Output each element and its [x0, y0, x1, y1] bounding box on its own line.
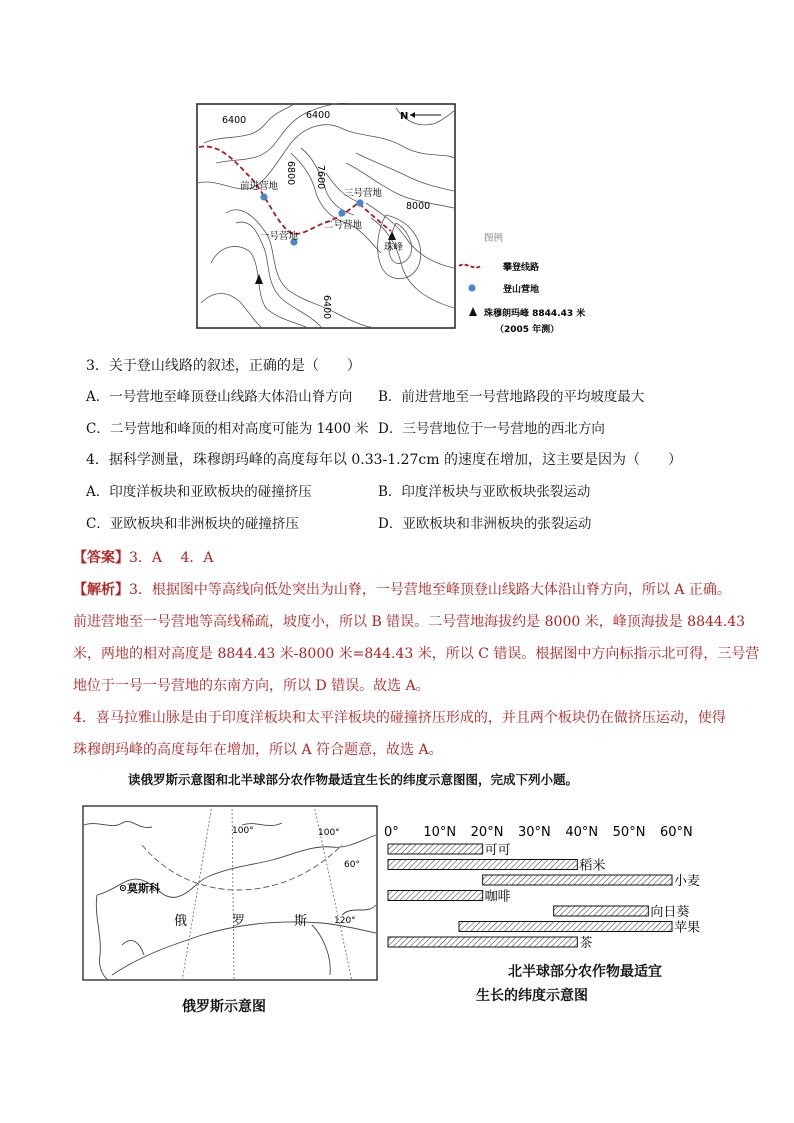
- chart-bar: [388, 937, 577, 947]
- contour-6400-c: 6400: [321, 295, 332, 320]
- russia-name-1: 俄: [174, 914, 188, 929]
- chart-bar: [388, 860, 577, 870]
- legend-route: 攀登线路: [503, 263, 540, 273]
- parallel-60: 60°: [344, 860, 360, 870]
- peak-label: 珠峰: [384, 242, 404, 253]
- chart-title-line-1: 北半球部分农作物最适宜: [508, 964, 662, 980]
- russia-name-2: 罗: [232, 914, 246, 929]
- q4-option-c: C．亚欧板块和非洲板块的碰撞挤压: [86, 516, 299, 532]
- chart-x-tick: 30°N: [518, 825, 551, 840]
- camp2-marker: [338, 209, 345, 216]
- q3-option-d: D．三号营地位于一号营地的西北方向: [378, 421, 605, 437]
- north-label: N: [400, 111, 409, 122]
- contour-6800: 6800: [285, 161, 296, 186]
- forward-camp-marker: [260, 193, 267, 200]
- meridian-100-a: 100°: [232, 826, 254, 836]
- answer-line: [73, 542, 214, 574]
- analysis-line-3: 米，两地的相对高度是 8844.43 米-8000 米=844.43 米，所以 C 错误。根据图中方向标指示北可得，三号营: [73, 646, 760, 662]
- q3-stem: 3．关于登山线路的叙述，正确的是（ ）: [86, 358, 361, 374]
- legend-peak: 珠穆朗玛峰 8844.43 米: [484, 309, 586, 319]
- analysis-label: 【解析】: [73, 582, 129, 598]
- chart-bar-label: 小麦: [674, 874, 700, 889]
- chart-bar: [459, 922, 672, 932]
- chart-bar-label: 向日葵: [650, 905, 690, 920]
- legend-title: 图例: [484, 233, 504, 244]
- chart-title-line-2: 生长的纬度示意图: [476, 988, 588, 1004]
- chart-x-tick: 50°N: [612, 825, 646, 840]
- russia-map-caption: 俄罗斯示意图: [182, 999, 266, 1015]
- contour-6400-b: 6400: [306, 110, 331, 121]
- chart-bar-label: 稻米: [579, 858, 606, 874]
- camp3-label: 三号营地: [344, 188, 383, 199]
- crop-latitude-chart: [380, 818, 700, 958]
- chart-bar-label: 可可: [484, 843, 511, 858]
- contour-6400-a: 6400: [222, 115, 247, 126]
- chart-x-tick: 40°N: [565, 825, 599, 840]
- meridian-100-b: 100°: [318, 828, 340, 838]
- q4-option-a: A．印度洋板块和亚欧板块的碰撞挤压: [86, 484, 312, 500]
- q4-option-d: D．亚欧板块和非洲板块的张裂运动: [378, 516, 592, 532]
- q4-stem: 4．据科学测量，珠穆朗玛峰的高度每年以 0.33-1.27cm 的速度在增加，这主要是因为（ ）: [86, 452, 682, 468]
- chart-x-tick: 10°N: [423, 825, 457, 840]
- chart-bar-label: 茶: [579, 936, 593, 951]
- forward-camp-label: 前进营地: [240, 181, 279, 192]
- chart-bar-label: 苹果: [674, 920, 700, 936]
- analysis-line-2: 前进营地至一号营地等高线稀疏，坡度小，所以 B 错误。二号营地海拔约是 8000 米，峰顶海拔是 8844.43: [73, 614, 746, 630]
- chart-x-tick: 60°N: [660, 825, 693, 840]
- contour-8000: 8000: [406, 201, 431, 212]
- chart-bar: [554, 906, 649, 916]
- meridian-120: 120°: [334, 916, 356, 926]
- analysis-line-4: 地位于一号一号营地的东南方向，所以 D 错误。故选 A。: [73, 678, 430, 694]
- analysis-line-5: 4．喜马拉雅山脉是由于印度洋板块和太平洋板块的碰撞挤压形成的，并且两个板块仍在做挤压运动，使得: [73, 710, 726, 726]
- q3-option-b: B．前进营地至一号营地路段的平均坡度最大: [378, 389, 645, 405]
- legend-camp: 登山营地: [503, 285, 540, 295]
- answer-label: 【答案】: [73, 550, 129, 566]
- chart-x-tick: 20°N: [470, 825, 504, 840]
- analysis-line-6: 珠穆朗玛峰的高度每年在增加，所以 A 符合题意，故选 A。: [73, 742, 443, 758]
- russia-name-3: 斯: [294, 914, 308, 929]
- chart-bar: [388, 891, 483, 901]
- map-legend: [455, 228, 595, 340]
- legend-peak-note: （2005 年测）: [495, 325, 560, 335]
- camp2-label: 二号营地: [324, 220, 363, 231]
- everest-contour-map: [196, 103, 456, 329]
- moscow-label: 莫斯科: [127, 882, 160, 895]
- answer-text: 3．A 4．A: [129, 550, 214, 566]
- chart-bar-label: 咖啡: [484, 889, 511, 905]
- camp3-marker: [356, 199, 363, 206]
- figures-intro: 读俄罗斯示意图和北半球部分农作物最适宜生长的纬度示意图图，完成下列小题。: [128, 772, 579, 787]
- russia-map: [82, 805, 378, 981]
- camp1-label: 一号营地: [260, 231, 299, 242]
- q3-option-a: A．一号营地至峰顶登山线路大体沿山脊方向: [86, 389, 353, 405]
- analysis-line-1: 3．根据图中等高线向低处突出为山脊，一号营地至峰顶登山线路大体沿山脊方向，所以 A 正确。: [129, 582, 731, 598]
- q4-option-b: B．印度洋板块与亚欧板块张裂运动: [378, 484, 591, 500]
- contour-7600: 7600: [315, 165, 326, 190]
- q3-option-c: C．二号营地和峰顶的相对高度可能为 1400 米: [86, 421, 369, 437]
- chart-bar: [483, 875, 672, 885]
- chart-bar: [388, 844, 483, 854]
- chart-x-tick: 0°: [384, 825, 399, 840]
- analysis-block: [73, 574, 760, 766]
